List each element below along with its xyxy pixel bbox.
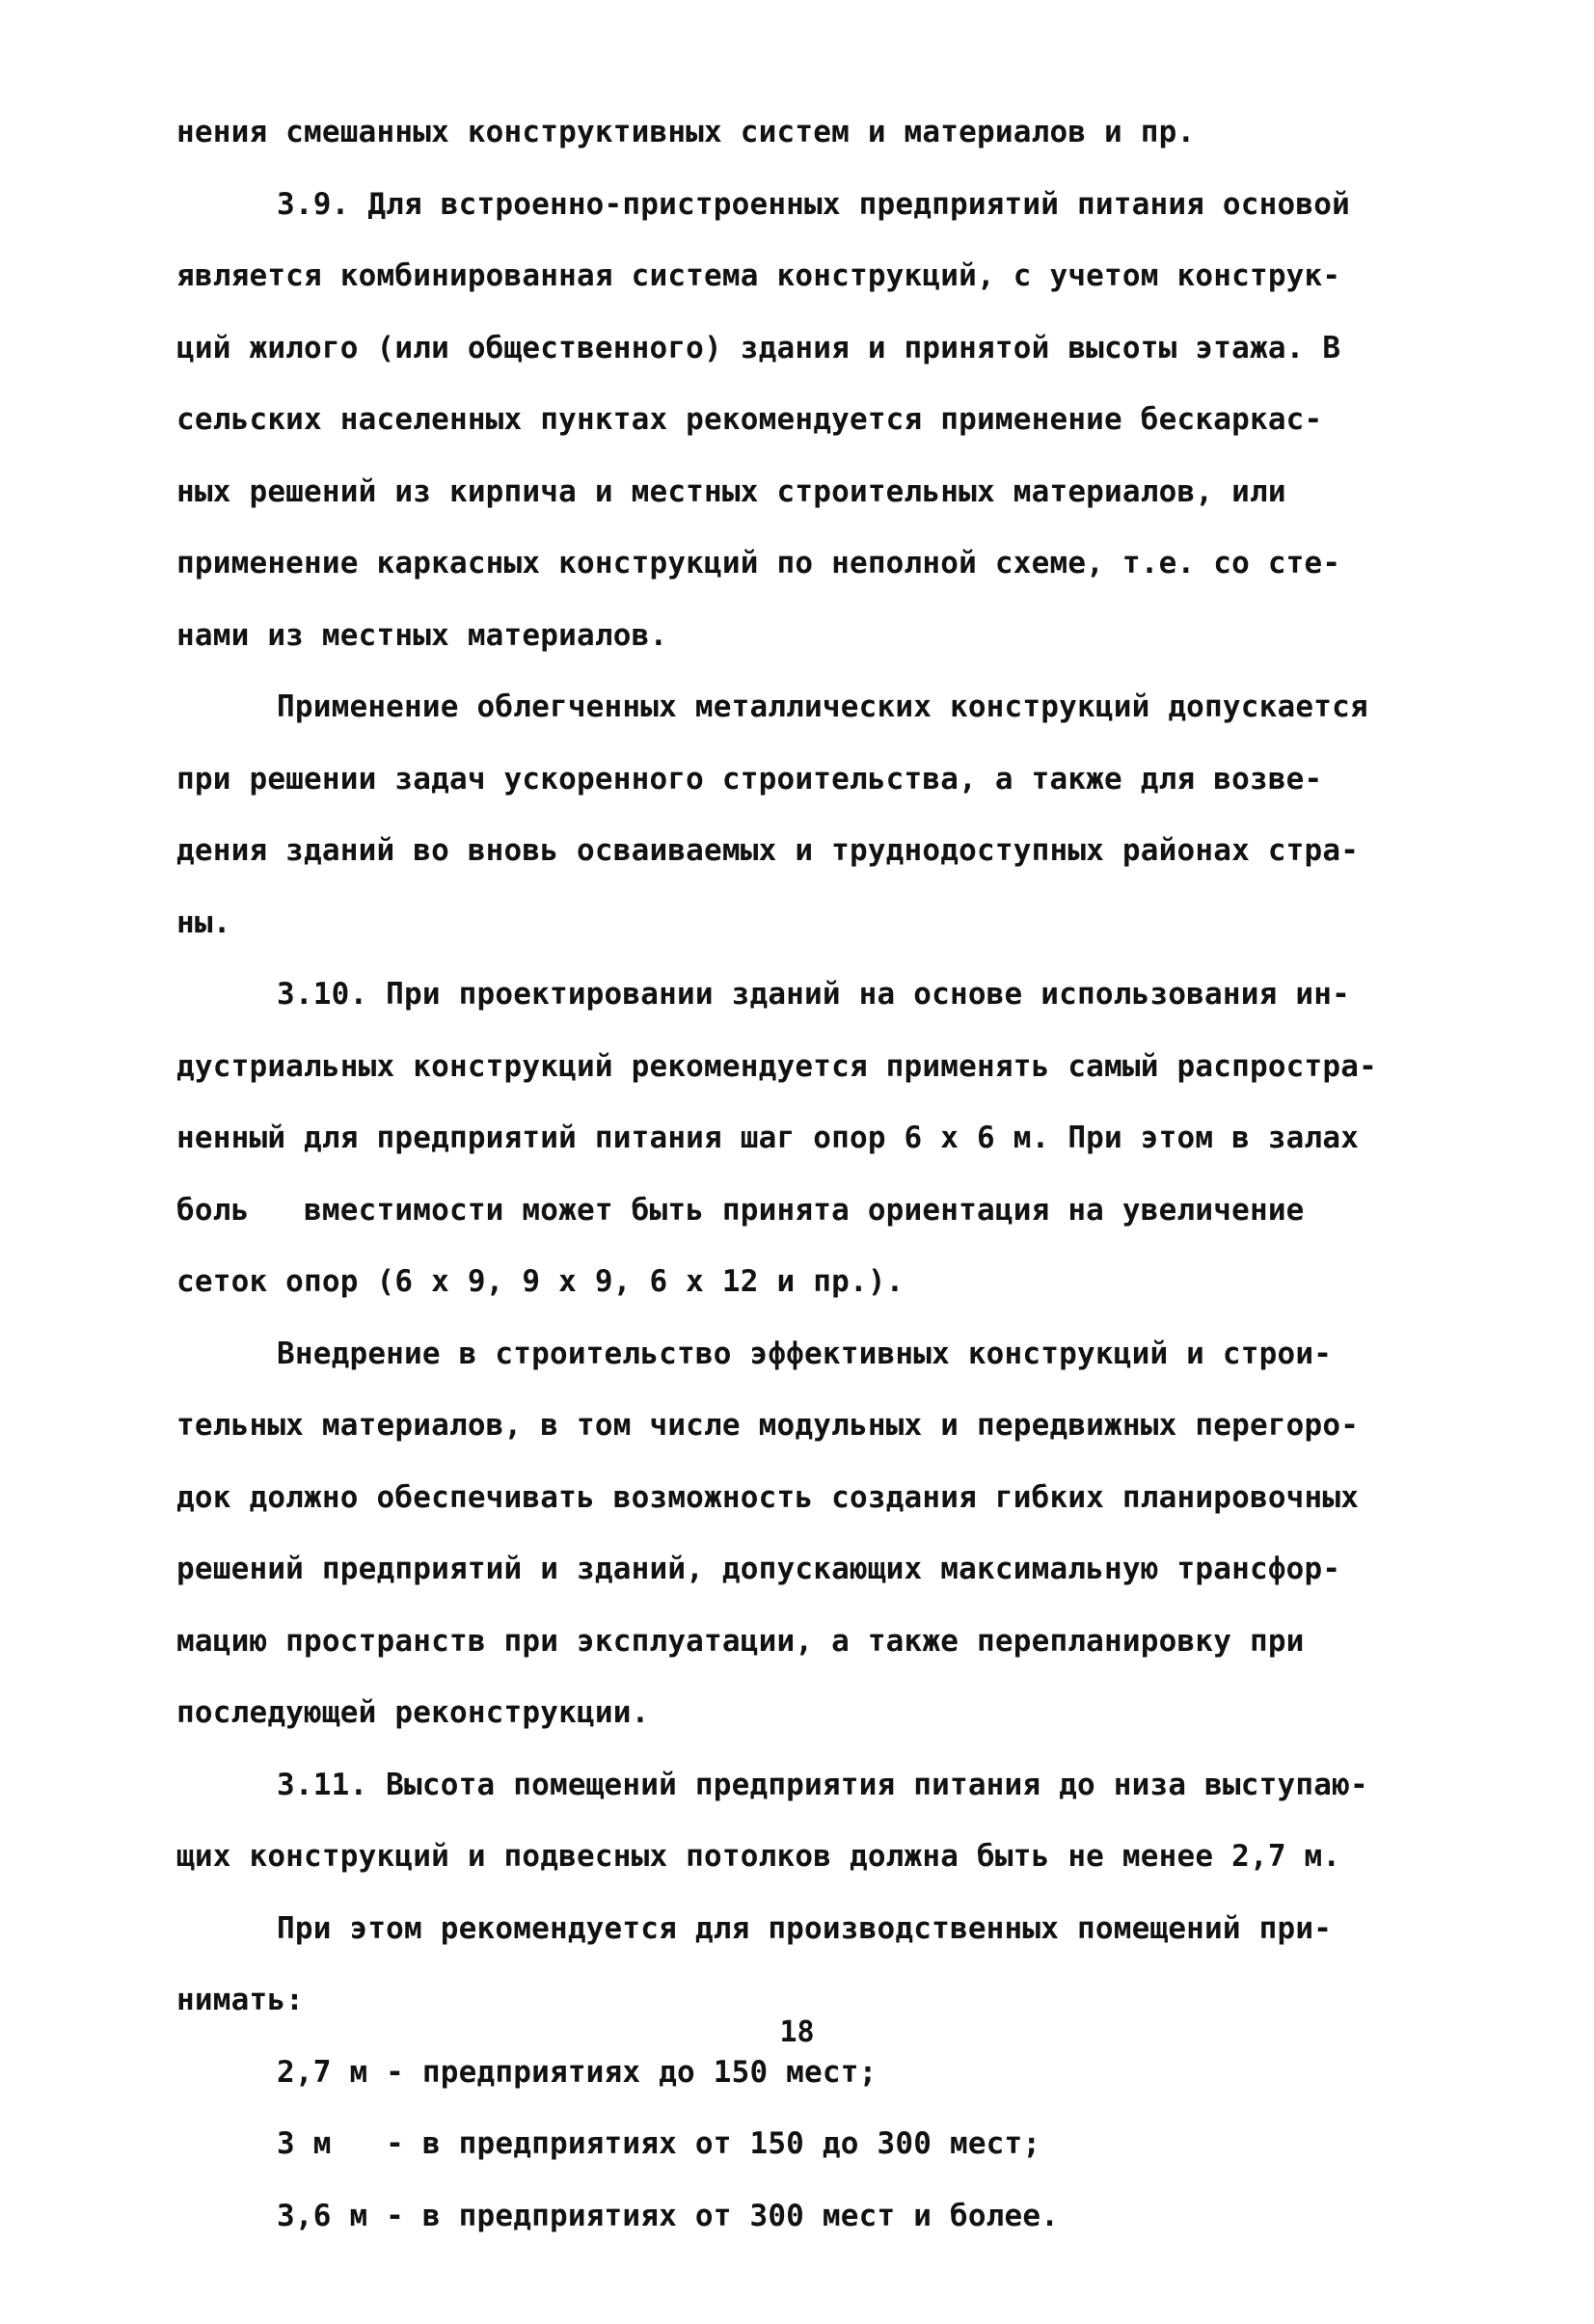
- text-line: док должно обеспечивать возможность создания гибких планировочных: [176, 1479, 1360, 1515]
- text-line: дустриальных конструкций рекомендуется применять самый распростра-: [176, 1048, 1377, 1084]
- text-line: нения смешанных конструктивных систем и материалов и пр.: [176, 115, 1196, 149]
- text-line: ненный для предприятий питания шаг опор 6 х 6 м. При этом в залах: [176, 1121, 1360, 1155]
- text-line: Применение облегченных металлических конструкций допускается: [277, 689, 1368, 724]
- text-line: боль вместимости может быть принята ориентация на увеличение: [176, 1192, 1305, 1228]
- text-line: дения зданий во вновь осваиваемых и труднодоступных районах стра-: [176, 833, 1360, 868]
- text-line: сельских населенных пунктах рекомендуется применение бескаркас-: [176, 402, 1323, 437]
- text-line: 3,6 м - в предприятиях от 300 мест и более.: [277, 2198, 1060, 2233]
- text-line: является комбинированная система конструкций, с учетом конструк-: [176, 258, 1341, 293]
- text-line: щих конструкций и подвесных потолков должна быть не менее 2,7 м.: [176, 1839, 1341, 1874]
- text-line: 2,7 м - предприятиях до 150 мест;: [277, 2054, 878, 2090]
- text-line: Внедрение в строительство эффективных конструкций и строи-: [277, 1336, 1333, 1371]
- text-line: 3.11. Высота помещений предприятия питания до низа выступаю-: [277, 1767, 1368, 1802]
- text-line: тельных материалов, в том числе модульных и передвижных перегоро-: [176, 1408, 1360, 1443]
- text-line: применение каркасных конструкций по неполной схеме, т.е. со сте-: [176, 546, 1341, 581]
- body-text: [176, 96, 1469, 2252]
- text-line: нами из местных материалов.: [176, 617, 668, 653]
- text-line: ны.: [176, 905, 231, 940]
- text-line: сеток опор (6 х 9, 9 х 9, 6 х 12 и пр.).: [176, 1264, 905, 1299]
- text-line: 3.9. Для встроенно-пристроенных предприятий питания основой: [277, 186, 1350, 222]
- text-line: При этом рекомендуется для производственных помещений при-: [277, 1910, 1333, 1946]
- text-line: мацию пространств при эксплуатации, а также перепланировку при: [176, 1623, 1305, 1659]
- text-line: решений предприятий и зданий, допускающих максимальную трансфор-: [176, 1552, 1341, 1586]
- text-line: 3.10. При проектировании зданий на основе использования ин-: [277, 977, 1350, 1012]
- text-line: последующей реконструкции.: [176, 1695, 650, 1730]
- text-line: нимать:: [176, 1983, 305, 2017]
- text-line: ных решений из кирпича и местных строительных материалов, или: [176, 473, 1286, 509]
- text-line: ций жилого (или общественного) здания и принятой высоты этажа. В: [176, 330, 1341, 365]
- page-number: 18: [779, 2015, 815, 2049]
- text-line: при решении задач ускоренного строительства, а также для возве-: [176, 761, 1323, 797]
- text-line: 3 м - в предприятиях от 150 до 300 мест;: [277, 2126, 1041, 2161]
